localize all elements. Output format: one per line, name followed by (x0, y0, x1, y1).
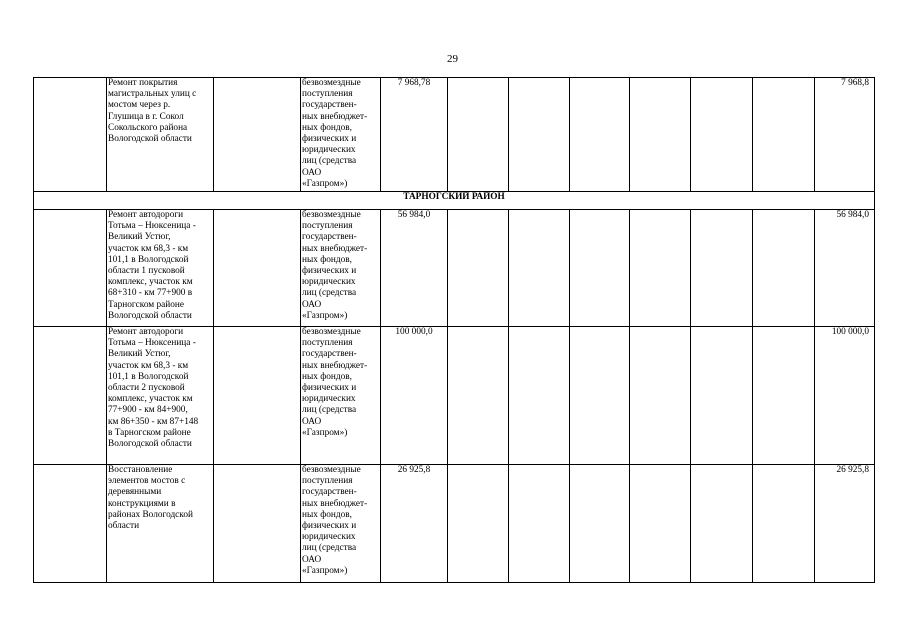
total-cell: 7 968,8 (815, 78, 875, 192)
table-cell (753, 210, 815, 327)
table-cell (691, 327, 753, 465)
table-cell (509, 465, 570, 583)
table-row (34, 327, 875, 465)
table-cell (570, 465, 630, 583)
table-cell (448, 210, 509, 327)
table-cell (214, 78, 301, 192)
table-cell (448, 465, 509, 583)
table-row (34, 465, 875, 583)
table-cell (34, 210, 107, 327)
table-cell (691, 78, 753, 192)
section-row (34, 192, 875, 210)
table-cell (214, 210, 301, 327)
amount-cell: 100 000,0 (381, 327, 448, 465)
table-cell (630, 327, 691, 465)
table-cell (509, 327, 570, 465)
table-cell (509, 78, 570, 192)
object-name-cell: Восстановление элементов мостов с деревянными конструкциями в районах Вологодской области (107, 465, 214, 583)
table-cell (570, 78, 630, 192)
object-name-cell: Ремонт автодороги Тотьма – Нюксеница - Великий Устюг, участок км 68,3 - км 101,1 в Вологодской области 2 пусковой комплекс, участок км 77+900 - км 84+900, км 86+350 - км 87+148 в Тарногском районе Вологодской области (107, 327, 214, 465)
object-name-cell: Ремонт покрытия магистральных улиц с мостом через р. Глушица в г. Сокол Сокольского района Вологодской области (107, 78, 214, 192)
section-title: ТАРНОГСКИЙ РАЙОН (34, 192, 875, 210)
table-cell (509, 210, 570, 327)
table-cell (691, 210, 753, 327)
object-name-cell: Ремонт автодороги Тотьма – Нюксеница - Великий Устюг, участок км 68,3 - км 101,1 в Вологодской области 1 пусковой комплекс, участок км 68+310 - км 77+900 в Тарногском районе Вологодской области (107, 210, 214, 327)
table-cell (34, 465, 107, 583)
table-cell (691, 465, 753, 583)
table-cell (630, 78, 691, 192)
table-row (34, 210, 875, 327)
table-cell (34, 327, 107, 465)
table-cell (630, 210, 691, 327)
table-cell (214, 465, 301, 583)
table-cell (753, 465, 815, 583)
funding-source-cell: безвозмездные поступления государствен- ных внебюджет- ных фондов, физических и юридических лиц (средства ОАО «Газпром») (301, 210, 381, 327)
table-cell (570, 210, 630, 327)
total-cell: 26 925,8 (815, 465, 875, 583)
amount-cell: 7 968,78 (381, 78, 448, 192)
funding-source-cell: безвозмездные поступления государствен- ных внебюджет- ных фондов, физических и юридических лиц (средства ОАО «Газпром») (301, 78, 381, 192)
table-cell (214, 327, 301, 465)
total-cell: 56 984,0 (815, 210, 875, 327)
table-cell (448, 78, 509, 192)
table-cell (570, 327, 630, 465)
table-cell (448, 327, 509, 465)
table-cell (630, 465, 691, 583)
funding-source-cell: безвозмездные поступления государствен- ных внебюджет- ных фондов, физических и юридических лиц (средства ОАО «Газпром») (301, 465, 381, 583)
table-cell (753, 78, 815, 192)
page-number: 29 (447, 53, 458, 65)
funding-source-cell: безвозмездные поступления государствен- ных внебюджет- ных фондов, физических и юридических лиц (средства ОАО «Газпром») (301, 327, 381, 465)
budget-table (33, 77, 875, 583)
table-cell (753, 327, 815, 465)
total-cell: 100 000,0 (815, 327, 875, 465)
table-row (34, 78, 875, 192)
amount-cell: 56 984,0 (381, 210, 448, 327)
table-cell (34, 78, 107, 192)
amount-cell: 26 925,8 (381, 465, 448, 583)
